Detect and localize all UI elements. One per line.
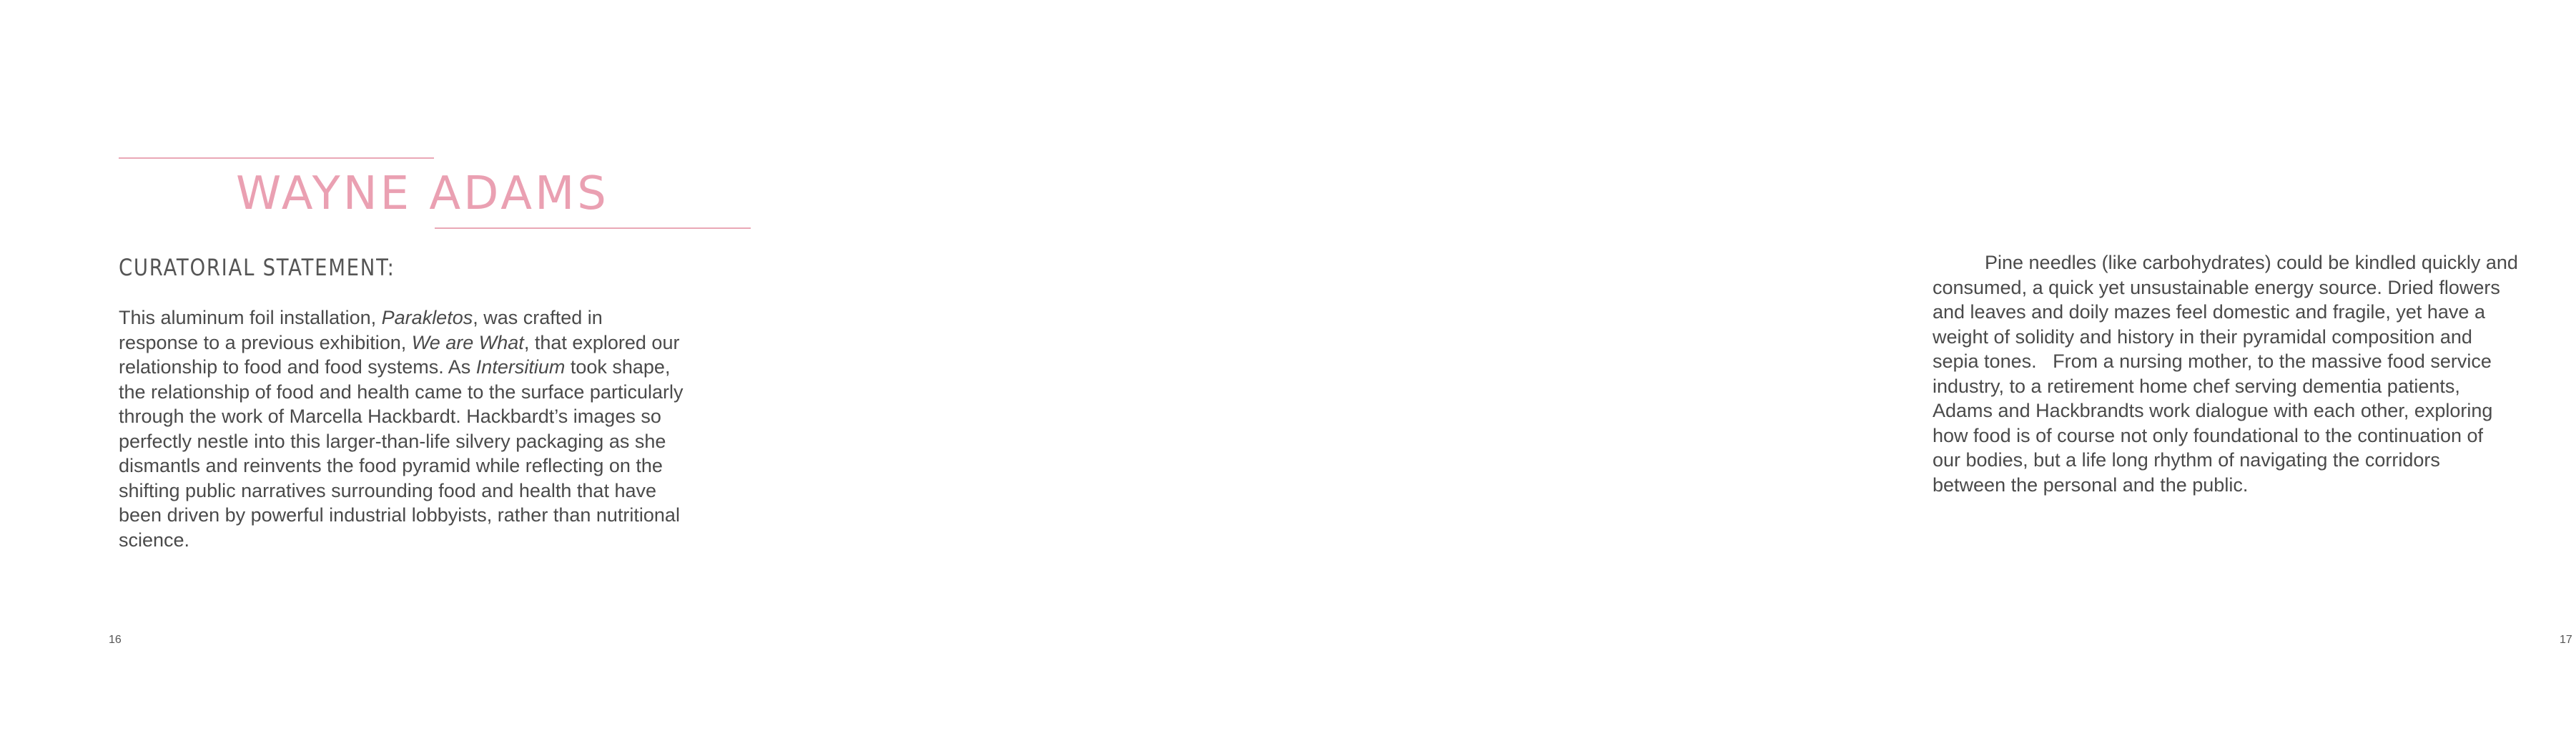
text-line: between the personal and the public. — [1933, 474, 2249, 496]
text-line — [119, 305, 762, 330]
text-line — [119, 404, 762, 429]
text-run: been driven by powerful industrial lobbyists, rather than nutritional — [119, 504, 680, 526]
artist-name: WAYNE ADAMS — [236, 167, 609, 220]
italic-title: We are What — [411, 331, 524, 353]
text-line — [119, 453, 762, 479]
text-line: our bodies, but a life long rhythm of navigating the corridors — [1933, 449, 2440, 471]
text-line: Adams and Hackbrandts work dialogue with each other, exploring — [1933, 400, 2493, 421]
curatorial-statement-paragraph — [119, 305, 762, 552]
continuation-paragraph — [1933, 250, 2576, 497]
text-line — [119, 330, 762, 355]
text-line — [119, 479, 762, 504]
text-run: took shape, — [565, 356, 671, 378]
title-rule-top — [119, 157, 434, 159]
text-line: consumed, a quick yet unsustainable energy source. Dried flowers — [1933, 276, 2500, 298]
text-line: industry, to a retirement home chef serving dementia patients, — [1933, 375, 2460, 397]
title-rule-bottom — [435, 227, 751, 229]
text-run: the relationship of food and health came to the surface particularly — [119, 381, 684, 403]
section-heading: CURATORIAL STATEMENT: — [119, 254, 395, 281]
text-line — [119, 355, 762, 380]
text-run: perfectly nestle into this larger-than-life silvery packaging as she — [119, 430, 666, 452]
text-run: through the work of Marcella Hackbardt. Hackbardt’s images so — [119, 406, 661, 427]
page-number: 17 — [2560, 634, 2572, 646]
text-run: , was crafted in — [473, 307, 603, 328]
text-line — [119, 429, 762, 454]
text-run: This aluminum foil installation, — [119, 307, 382, 328]
page-number: 16 — [109, 634, 122, 646]
text-line — [119, 528, 762, 553]
left-page — [0, 0, 894, 736]
text-line: how food is of course not only foundational to the continuation of — [1933, 424, 2484, 446]
text-run: shifting public narratives surrounding food and health that have — [119, 479, 656, 501]
italic-title: Parakletos — [381, 307, 473, 328]
text-run: response to a previous exhibition, — [119, 331, 412, 353]
text-run: dismantls and reinvents the food pyramid while reflecting on the — [119, 455, 663, 476]
text-run: relationship to food and food systems. As — [119, 356, 476, 378]
text-line — [119, 503, 762, 528]
text-line: and leaves and doily mazes feel domestic and fragile, yet have a — [1933, 301, 2485, 323]
text-line: sepia tones. From a nursing mother, to the massive food service — [1933, 350, 2492, 372]
text-line: weight of solidity and history in their pyramidal composition and — [1933, 325, 2472, 348]
right-page — [894, 0, 2572, 736]
italic-title: Intersitium — [475, 356, 566, 378]
text-line: Pine needles (like carbohydrates) could be kindled quickly and — [1985, 252, 2518, 273]
text-run: , that explored our — [523, 331, 680, 353]
text-run: science. — [119, 529, 190, 551]
text-line — [119, 380, 762, 405]
